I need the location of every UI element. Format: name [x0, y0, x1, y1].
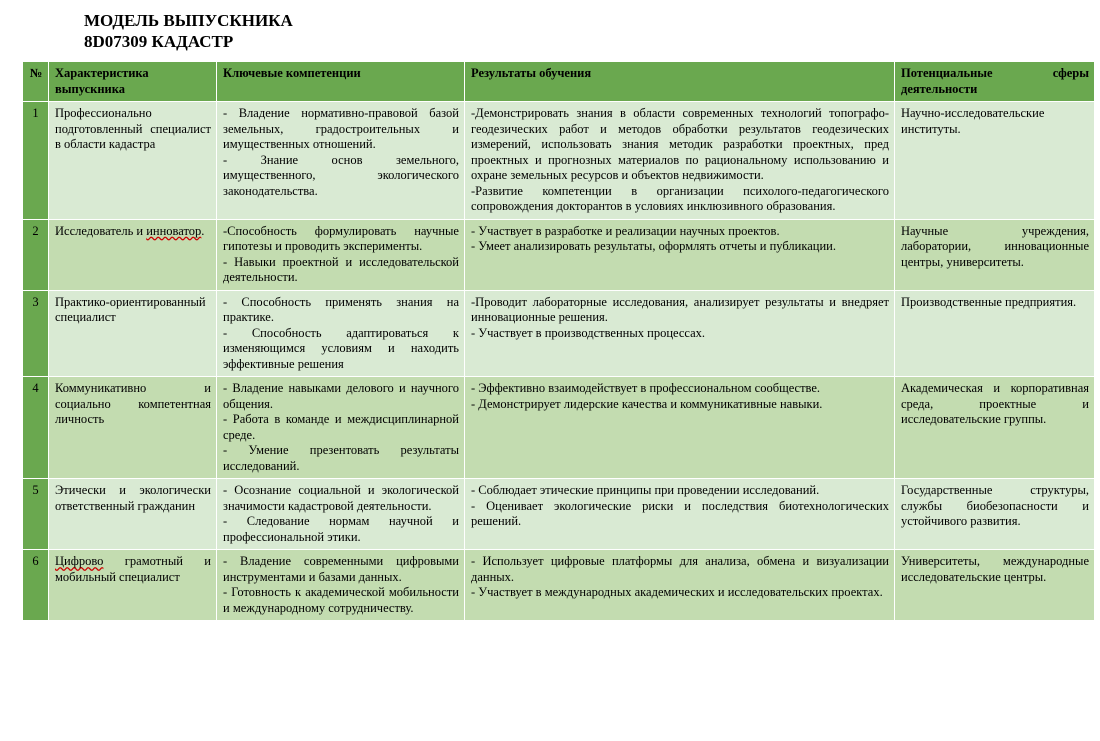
- cell-competencies-line: - Способность применять знания на практике.: [223, 294, 459, 324]
- cell-results-line: - Участвует в разработке и реализации научных проектов.: [471, 223, 780, 238]
- cell-areas-line: Научные учреждения, лаборатории, инновационные центры, университеты.: [901, 223, 1089, 269]
- cell-characteristic: [49, 102, 217, 220]
- table-header: [23, 62, 1095, 102]
- cell-results-line: - Эффективно взаимодействует в профессиональном сообществе.: [471, 381, 821, 395]
- cell-competencies-line: - Владение современными цифровыми инструментами и базами данных.: [223, 554, 459, 584]
- cell-results-line: - Соблюдает этические принципы при проведении исследований.: [471, 483, 820, 497]
- cell-characteristic: [49, 219, 217, 290]
- cell-characteristic-line: Коммуникативно и социально компетентная личность: [55, 381, 211, 426]
- cell-results-line: - Оценивает экологические риски и последствия биотехнологических решений.: [471, 498, 889, 528]
- row-number: 2: [23, 219, 49, 290]
- cell-competencies: [217, 290, 465, 377]
- cell-areas: [895, 102, 1095, 220]
- column-header-results: Результаты обучения: [465, 62, 895, 102]
- cell-results-line: - Участвует в международных академических и исследовательских проектах.: [471, 585, 883, 599]
- table-body: [23, 102, 1095, 621]
- cell-results-line: -Демонстрировать знания в области современных технологий топографо-геодезических работ и методов обработки результатов геодезических измерений, использовать знания методик разработки проектных, пред проектных и прогнозных материалов по рациональному использованию и охране земельных ресурсов и объектов недвижимости.: [471, 106, 889, 182]
- spelling-error-mark: Цифрово: [55, 554, 104, 568]
- cell-competencies: [217, 479, 465, 550]
- page-title: [0, 0, 1100, 52]
- row-number: 1: [23, 102, 49, 220]
- cell-competencies: [217, 219, 465, 290]
- cell-areas-line: Академическая и корпоративная среда, проектные и исследовательские группы.: [901, 381, 1089, 426]
- cell-results-line: - Использует цифровые платформы для анализа, обмена и визуализации данных.: [471, 554, 889, 584]
- cell-results-line: - Демонстрирует лидерские качества и коммуникативные навыки.: [471, 396, 823, 411]
- row-number: 4: [23, 377, 49, 479]
- cell-results-line: -Развитие компетенции в организации психолого-педагогического сопровождения докторантов в условиях инклюзивного образования.: [471, 183, 889, 213]
- cell-competencies-line: - Владение нормативно-правовой базой земельных, градостроительных и имущественных отношений.: [223, 106, 459, 151]
- cell-competencies-line: - Следование нормам научной и профессиональной этики.: [223, 514, 459, 544]
- cell-characteristic-line: Исследователь и инноватор.: [55, 223, 205, 238]
- cell-areas: [895, 479, 1095, 550]
- row-number: 6: [23, 550, 49, 621]
- cell-areas: [895, 219, 1095, 290]
- column-header-characteristic: Характеристика выпускника: [49, 62, 217, 102]
- cell-competencies-line: - Умение презентовать результаты исследований.: [223, 443, 459, 473]
- cell-areas: [895, 550, 1095, 621]
- cell-areas-line: Государственные структуры, службы биобезопасности и устойчивого развития.: [901, 483, 1089, 528]
- table-header-row: [23, 62, 1095, 102]
- cell-characteristic: [49, 290, 217, 377]
- cell-characteristic-line: Практико-ориентированный специалист: [55, 294, 206, 324]
- column-header-number: №: [23, 62, 49, 102]
- cell-results-line: - Участвует в производственных процессах.: [471, 325, 706, 340]
- cell-competencies-line: - Способность адаптироваться к изменяющимся условиям и находить эффективные решения: [223, 325, 459, 371]
- cell-competencies: [217, 550, 465, 621]
- cell-competencies: [217, 102, 465, 220]
- table-row: [23, 290, 1095, 377]
- table-row: [23, 102, 1095, 220]
- table-row: [23, 219, 1095, 290]
- cell-competencies-line: - Владение навыками делового и научного общения.: [223, 381, 459, 411]
- row-number: 3: [23, 290, 49, 377]
- cell-areas-line: Научно-исследовательские институты.: [901, 106, 1045, 136]
- cell-results: [465, 377, 895, 479]
- cell-areas-line: Университеты, международные исследовательские центры.: [901, 554, 1089, 584]
- cell-areas-line: Производственные предприятия.: [901, 294, 1077, 309]
- cell-competencies-line: - Навыки проектной и исследовательской деятельности.: [223, 254, 459, 284]
- cell-characteristic: [49, 377, 217, 479]
- cell-competencies-line: - Работа в команде и междисциплинарной среде.: [223, 412, 459, 442]
- cell-results: [465, 102, 895, 220]
- cell-competencies: [217, 377, 465, 479]
- page-title-line-1: МОДЕЛЬ ВЫПУСКНИКА: [84, 11, 293, 30]
- table-row: [23, 550, 1095, 621]
- column-header-competencies: Ключевые компетенции: [217, 62, 465, 102]
- cell-characteristic: [49, 550, 217, 621]
- spelling-error-mark: инноватор: [146, 223, 202, 238]
- cell-competencies-line: - Осознание социальной и экологической значимости кадастровой деятельности.: [223, 483, 459, 513]
- cell-competencies-line: -Способность формулировать научные гипотезы и проводить эксперименты.: [223, 223, 459, 253]
- table-row: [23, 377, 1095, 479]
- cell-characteristic: [49, 479, 217, 550]
- cell-areas: [895, 377, 1095, 479]
- cell-characteristic-line: Этически и экологически ответственный гражданин: [55, 483, 211, 513]
- cell-results-line: - Умеет анализировать результаты, оформлять отчеты и публикации.: [471, 239, 836, 253]
- graduate-model-table: [22, 61, 1095, 621]
- cell-competencies-line: - Знание основ земельного, имущественного, экологического законодательства.: [223, 152, 459, 198]
- cell-competencies-line: - Готовность к академической мобильности и международному сотрудничеству.: [223, 585, 459, 615]
- cell-characteristic-line: Цифрово грамотный и мобильный специалист: [55, 554, 211, 584]
- cell-results: [465, 290, 895, 377]
- cell-results: [465, 219, 895, 290]
- cell-results-line: -Проводит лабораторные исследования, анализирует результаты и внедряет инновационные решения.: [471, 294, 889, 324]
- cell-characteristic-line: Профессионально подготовленный специалист в области кадастра: [55, 106, 211, 151]
- cell-areas: [895, 290, 1095, 377]
- cell-results: [465, 479, 895, 550]
- column-header-areas: Потенциальные сферы деятельности: [895, 62, 1095, 102]
- cell-results: [465, 550, 895, 621]
- table-row: [23, 479, 1095, 550]
- page-title-line-2: 8D07309 КАДАСТР: [84, 32, 234, 51]
- row-number: 5: [23, 479, 49, 550]
